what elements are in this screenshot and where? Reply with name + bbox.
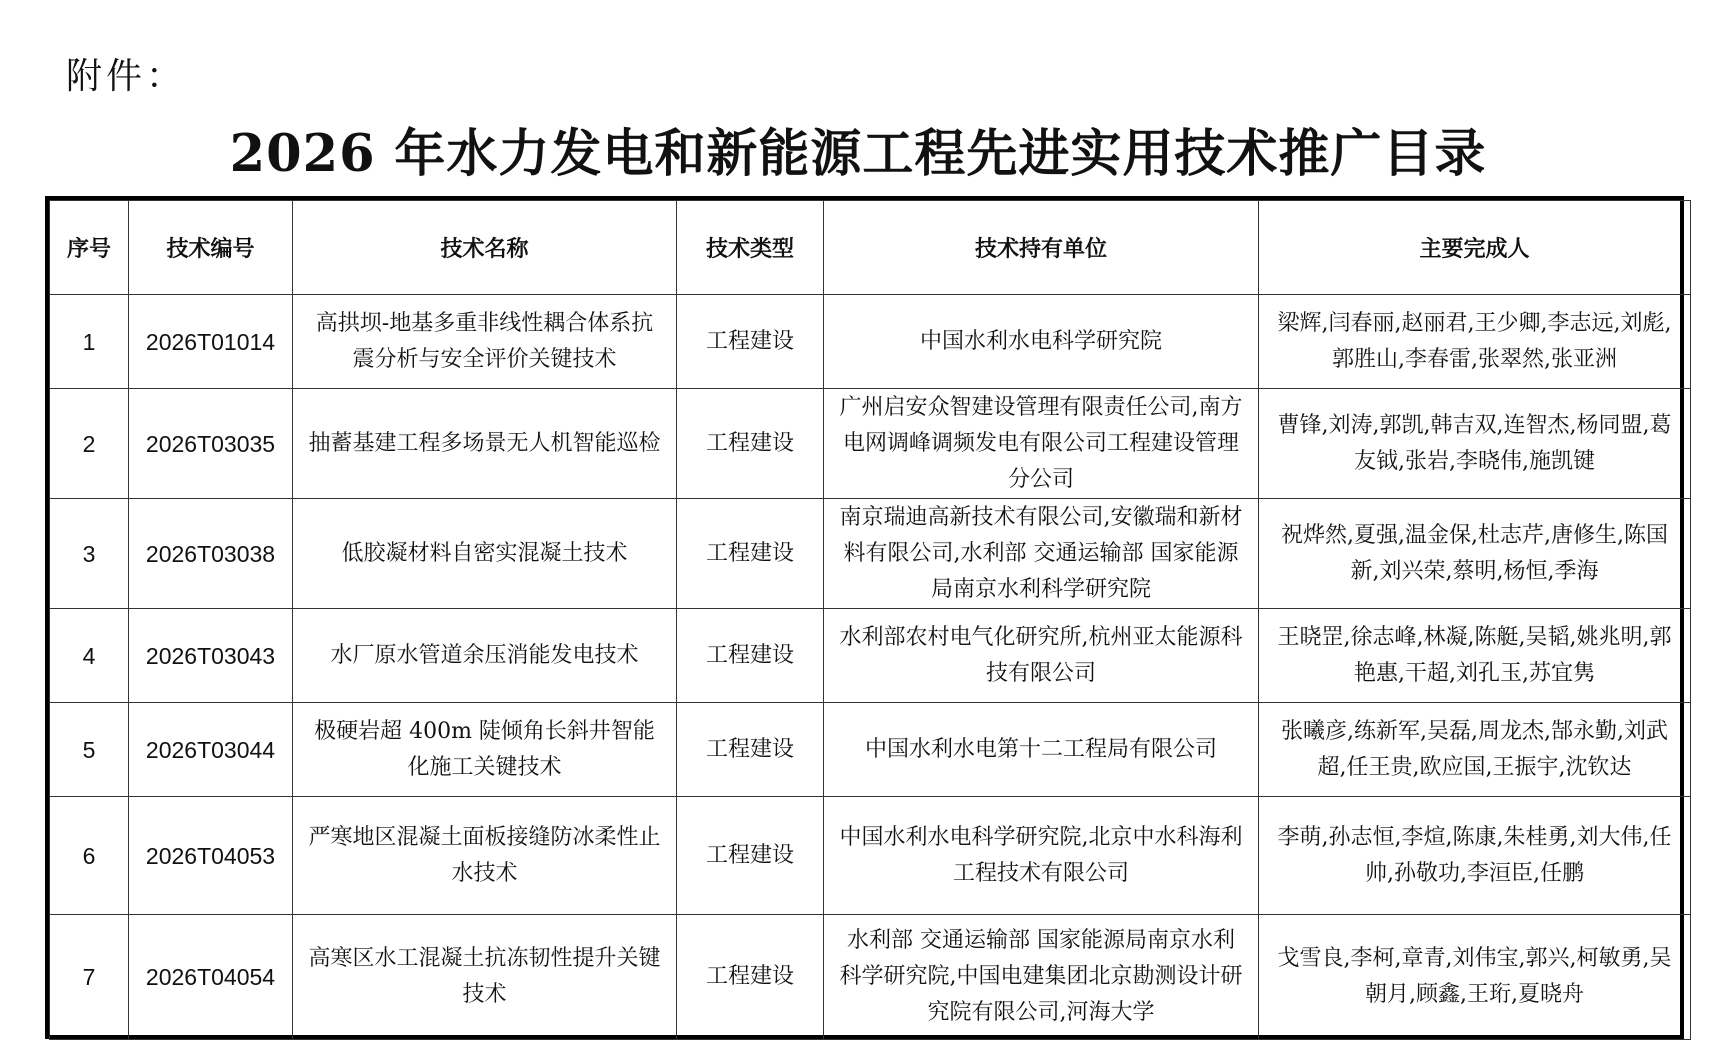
table-row — [50, 703, 1691, 797]
cell-name: 极硬岩超 400m 陡倾角长斜井智能化施工关键技术 — [293, 703, 677, 797]
cell-owner: 水利部农村电气化研究所,杭州亚太能源科技有限公司 — [824, 609, 1259, 703]
cell-people: 曹锋,刘涛,郭凯,韩吉双,连智杰,杨同盟,葛友钺,张岩,李晓伟,施凯键 — [1259, 389, 1691, 499]
cell-name: 抽蓄基建工程多场景无人机智能巡检 — [293, 389, 677, 499]
cell-name: 低胶凝材料自密实混凝土技术 — [293, 499, 677, 609]
cell-people: 祝烨然,夏强,温金保,杜志芹,唐修生,陈国新,刘兴荣,蔡明,杨恒,季海 — [1259, 499, 1691, 609]
cell-code: 2026T04053 — [129, 797, 293, 915]
cell-no: 2 — [50, 389, 129, 499]
header-people: 主要完成人 — [1259, 201, 1691, 295]
header-name: 技术名称 — [293, 201, 677, 295]
cell-no: 5 — [50, 703, 129, 797]
document-title: 2026 年水力发电和新能源工程先进实用技术推广目录 — [229, 124, 1487, 184]
cell-no: 4 — [50, 609, 129, 703]
cell-code: 2026T03035 — [129, 389, 293, 499]
cell-no: 3 — [50, 499, 129, 609]
technology-catalog-table — [45, 196, 1684, 1039]
table-row — [50, 797, 1691, 915]
cell-owner: 水利部 交通运输部 国家能源局南京水利科学研究院,中国电建集团北京勘测设计研究院有限公司,河海大学 — [824, 915, 1259, 1040]
cell-type: 工程建设 — [677, 609, 824, 703]
cell-code: 2026T03038 — [129, 499, 293, 609]
cell-type: 工程建设 — [677, 797, 824, 915]
cell-code: 2026T03044 — [129, 703, 293, 797]
cell-type: 工程建设 — [677, 499, 824, 609]
cell-people: 戈雪良,李柯,章青,刘伟宝,郭兴,柯敏勇,吴朝月,顾鑫,王珩,夏晓舟 — [1259, 915, 1691, 1040]
cell-people: 王晓罡,徐志峰,林凝,陈艇,吴韬,姚兆明,郭艳惠,干超,刘孔玉,苏宜隽 — [1259, 609, 1691, 703]
header-no: 序号 — [50, 201, 129, 295]
cell-no: 7 — [50, 915, 129, 1040]
cell-name: 高拱坝-地基多重非线性耦合体系抗震分析与安全评价关键技术 — [293, 295, 677, 389]
cell-type: 工程建设 — [677, 389, 824, 499]
cell-type: 工程建设 — [677, 295, 824, 389]
header-owner: 技术持有单位 — [824, 201, 1259, 295]
attachment-label: 附件： — [66, 56, 187, 97]
cell-name: 高寒区水工混凝土抗冻韧性提升关键技术 — [293, 915, 677, 1040]
cell-people: 李萌,孙志恒,李煊,陈康,朱桂勇,刘大伟,任帅,孙敬功,李洹臣,任鹏 — [1259, 797, 1691, 915]
cell-people: 梁辉,闫春丽,赵丽君,王少卿,李志远,刘彪,郭胜山,李春雷,张翠然,张亚洲 — [1259, 295, 1691, 389]
cell-owner: 南京瑞迪高新技术有限公司,安徽瑞和新材料有限公司,水利部 交通运输部 国家能源局南京水利科学研究院 — [824, 499, 1259, 609]
table-header-row — [50, 201, 1691, 295]
header-code: 技术编号 — [129, 201, 293, 295]
cell-no: 1 — [50, 295, 129, 389]
cell-name: 严寒地区混凝土面板接缝防冰柔性止水技术 — [293, 797, 677, 915]
table-row — [50, 295, 1691, 389]
cell-no: 6 — [50, 797, 129, 915]
table-row — [50, 499, 1691, 609]
cell-code: 2026T04054 — [129, 915, 293, 1040]
cell-code: 2026T01014 — [129, 295, 293, 389]
cell-people: 张曦彦,练新军,吴磊,周龙杰,郜永勤,刘武超,任王贵,欧应国,王振宇,沈钦达 — [1259, 703, 1691, 797]
table-row — [50, 609, 1691, 703]
table-row — [50, 389, 1691, 499]
cell-type: 工程建设 — [677, 703, 824, 797]
cell-code: 2026T03043 — [129, 609, 293, 703]
cell-owner: 广州启安众智建设管理有限责任公司,南方电网调峰调频发电有限公司工程建设管理分公司 — [824, 389, 1259, 499]
cell-owner: 中国水利水电第十二工程局有限公司 — [824, 703, 1259, 797]
cell-owner: 中国水利水电科学研究院 — [824, 295, 1259, 389]
table-row — [50, 915, 1691, 1040]
cell-name: 水厂原水管道余压消能发电技术 — [293, 609, 677, 703]
cell-type: 工程建设 — [677, 915, 824, 1040]
cell-owner: 中国水利水电科学研究院,北京中水科海利工程技术有限公司 — [824, 797, 1259, 915]
header-type: 技术类型 — [677, 201, 824, 295]
